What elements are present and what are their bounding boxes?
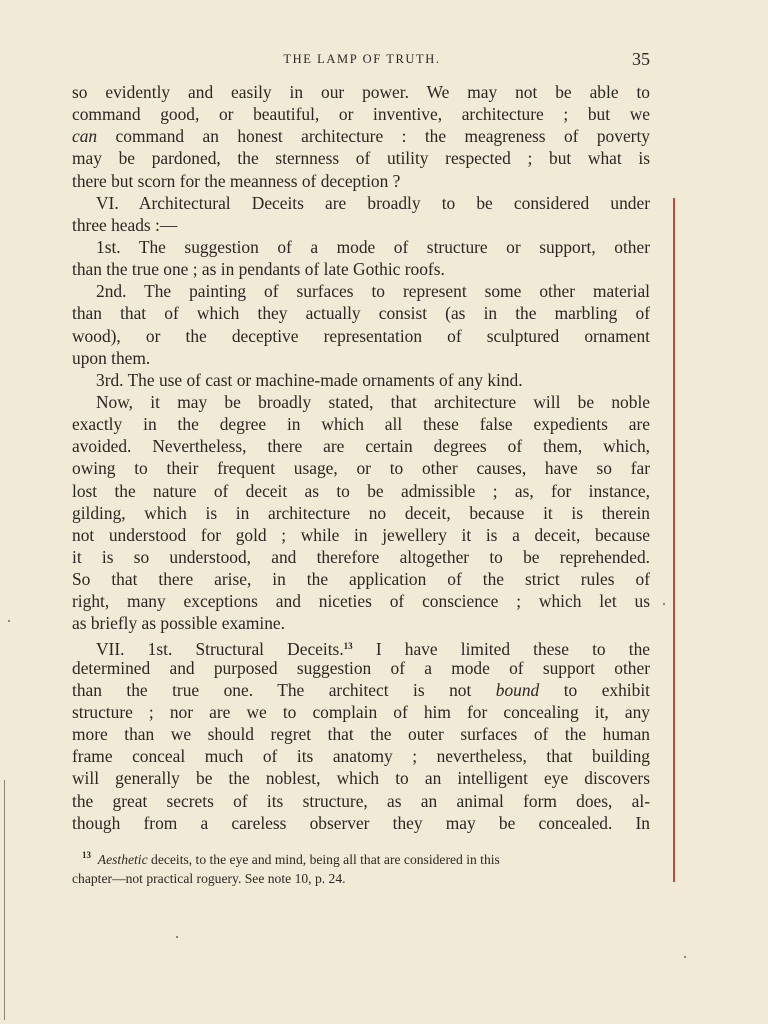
body-text bbox=[72, 81, 650, 834]
text-line: more than we should regret that the outer surfaces of the human bbox=[72, 724, 650, 745]
text-line: it is so understood, and therefore altogether to be reprehended. bbox=[72, 546, 650, 567]
text-line: gilding, which is in architecture no deceit, because it is therein bbox=[72, 502, 650, 523]
footnote-line: chapter—not practical roguery. See note 10, p. 24. bbox=[72, 871, 346, 886]
running-title: THE LAMP OF TRUTH. bbox=[283, 52, 441, 66]
text-line: owing to their frequent usage, or to other causes, have so far bbox=[72, 458, 650, 479]
text-line: exactly in the degree in which all these false expedients are bbox=[72, 414, 650, 435]
text-line: upon them. bbox=[72, 347, 151, 368]
italic-word: bound bbox=[495, 679, 540, 700]
section-heading-line: VI. Architectural Deceits are broadly to be considered under bbox=[96, 192, 650, 213]
footnote bbox=[72, 846, 650, 888]
text-line: So that there arise, in the application of the strict rules of bbox=[72, 569, 650, 590]
text-line: may be pardoned, the sternness of utility respected ; but what is bbox=[72, 148, 650, 169]
footnote-text: deceits, to the eye and mind, being all that are considered in this bbox=[147, 852, 500, 867]
italic-word: can bbox=[72, 126, 98, 147]
text-line: avoided. Nevertheless, there are certain degrees of them, which, bbox=[72, 436, 650, 457]
footnote-line bbox=[72, 846, 650, 869]
text-line: the great secrets of its structure, as an animal form does, al- bbox=[72, 790, 650, 811]
text-line: frame conceal much of its anatomy ; nevertheless, that building bbox=[72, 746, 650, 767]
margin-rule bbox=[673, 198, 675, 882]
text-line: than that of which they actually consist (as in the marbling of bbox=[72, 303, 650, 324]
text-line: not understood for gold ; while in jewellery it is a deceit, because bbox=[72, 524, 650, 545]
text-line: so evidently and easily in our power. We may not be able to bbox=[72, 82, 650, 102]
footnote-italic-word: Aesthetic bbox=[97, 852, 148, 867]
page-number: 35 bbox=[632, 49, 650, 69]
text-line: wood), or the deceptive representation of sculptured ornament bbox=[72, 325, 650, 346]
text-segment: command an honest architecture : the meagreness of poverty bbox=[97, 126, 650, 147]
page-edge-mark bbox=[4, 780, 5, 1020]
text-line: will generally be the noblest, which to an intelligent eye discovers bbox=[72, 768, 650, 789]
text-line bbox=[72, 679, 650, 701]
text-line: there but scorn for the meanness of deception ? bbox=[72, 170, 401, 191]
section-heading-continuation: I have limited these to the bbox=[352, 638, 650, 659]
section-heading-line bbox=[72, 635, 650, 657]
text-line: command good, or beautiful, or inventive, architecture ; but we bbox=[72, 104, 650, 125]
speck bbox=[663, 603, 665, 605]
text-line: as briefly as possible examine. bbox=[72, 613, 285, 634]
text-line: three heads :— bbox=[72, 214, 178, 235]
text-segment: to exhibit bbox=[539, 679, 650, 700]
text-line: right, many exceptions and niceties of conscience ; which let us bbox=[72, 591, 650, 612]
speck bbox=[8, 620, 10, 622]
text-segment: than the true one. The architect is not bbox=[72, 679, 496, 700]
list-item-line: 2nd. The painting of surfaces to represent some other material bbox=[96, 281, 650, 302]
text-line: though from a careless observer they may be concealed. In bbox=[72, 812, 650, 833]
section-heading-text: VII. 1st. Structural Deceits. bbox=[96, 638, 344, 659]
text-line: determined and purposed suggestion of a mode of support other bbox=[72, 657, 650, 678]
text-line: than the true one ; as in pendants of late Gothic roofs. bbox=[72, 259, 445, 280]
text-line: structure ; nor are we to complain of him for concealing it, any bbox=[72, 701, 650, 722]
footnote-reference[interactable]: 13 bbox=[343, 640, 353, 651]
text-line bbox=[72, 125, 650, 147]
list-item-line: 3rd. The use of cast or machine-made ornaments of any kind. bbox=[96, 369, 523, 390]
page-header bbox=[72, 48, 652, 72]
speck bbox=[176, 936, 178, 938]
list-item-line: 1st. The suggestion of a mode of structure or support, other bbox=[96, 236, 650, 257]
speck bbox=[684, 956, 686, 958]
footnote-marker: 13 bbox=[82, 850, 91, 860]
text-line: lost the nature of deceit as to be admissible ; as, for instance, bbox=[72, 480, 650, 501]
text-line: Now, it may be broadly stated, that architecture will be noble bbox=[96, 391, 650, 412]
